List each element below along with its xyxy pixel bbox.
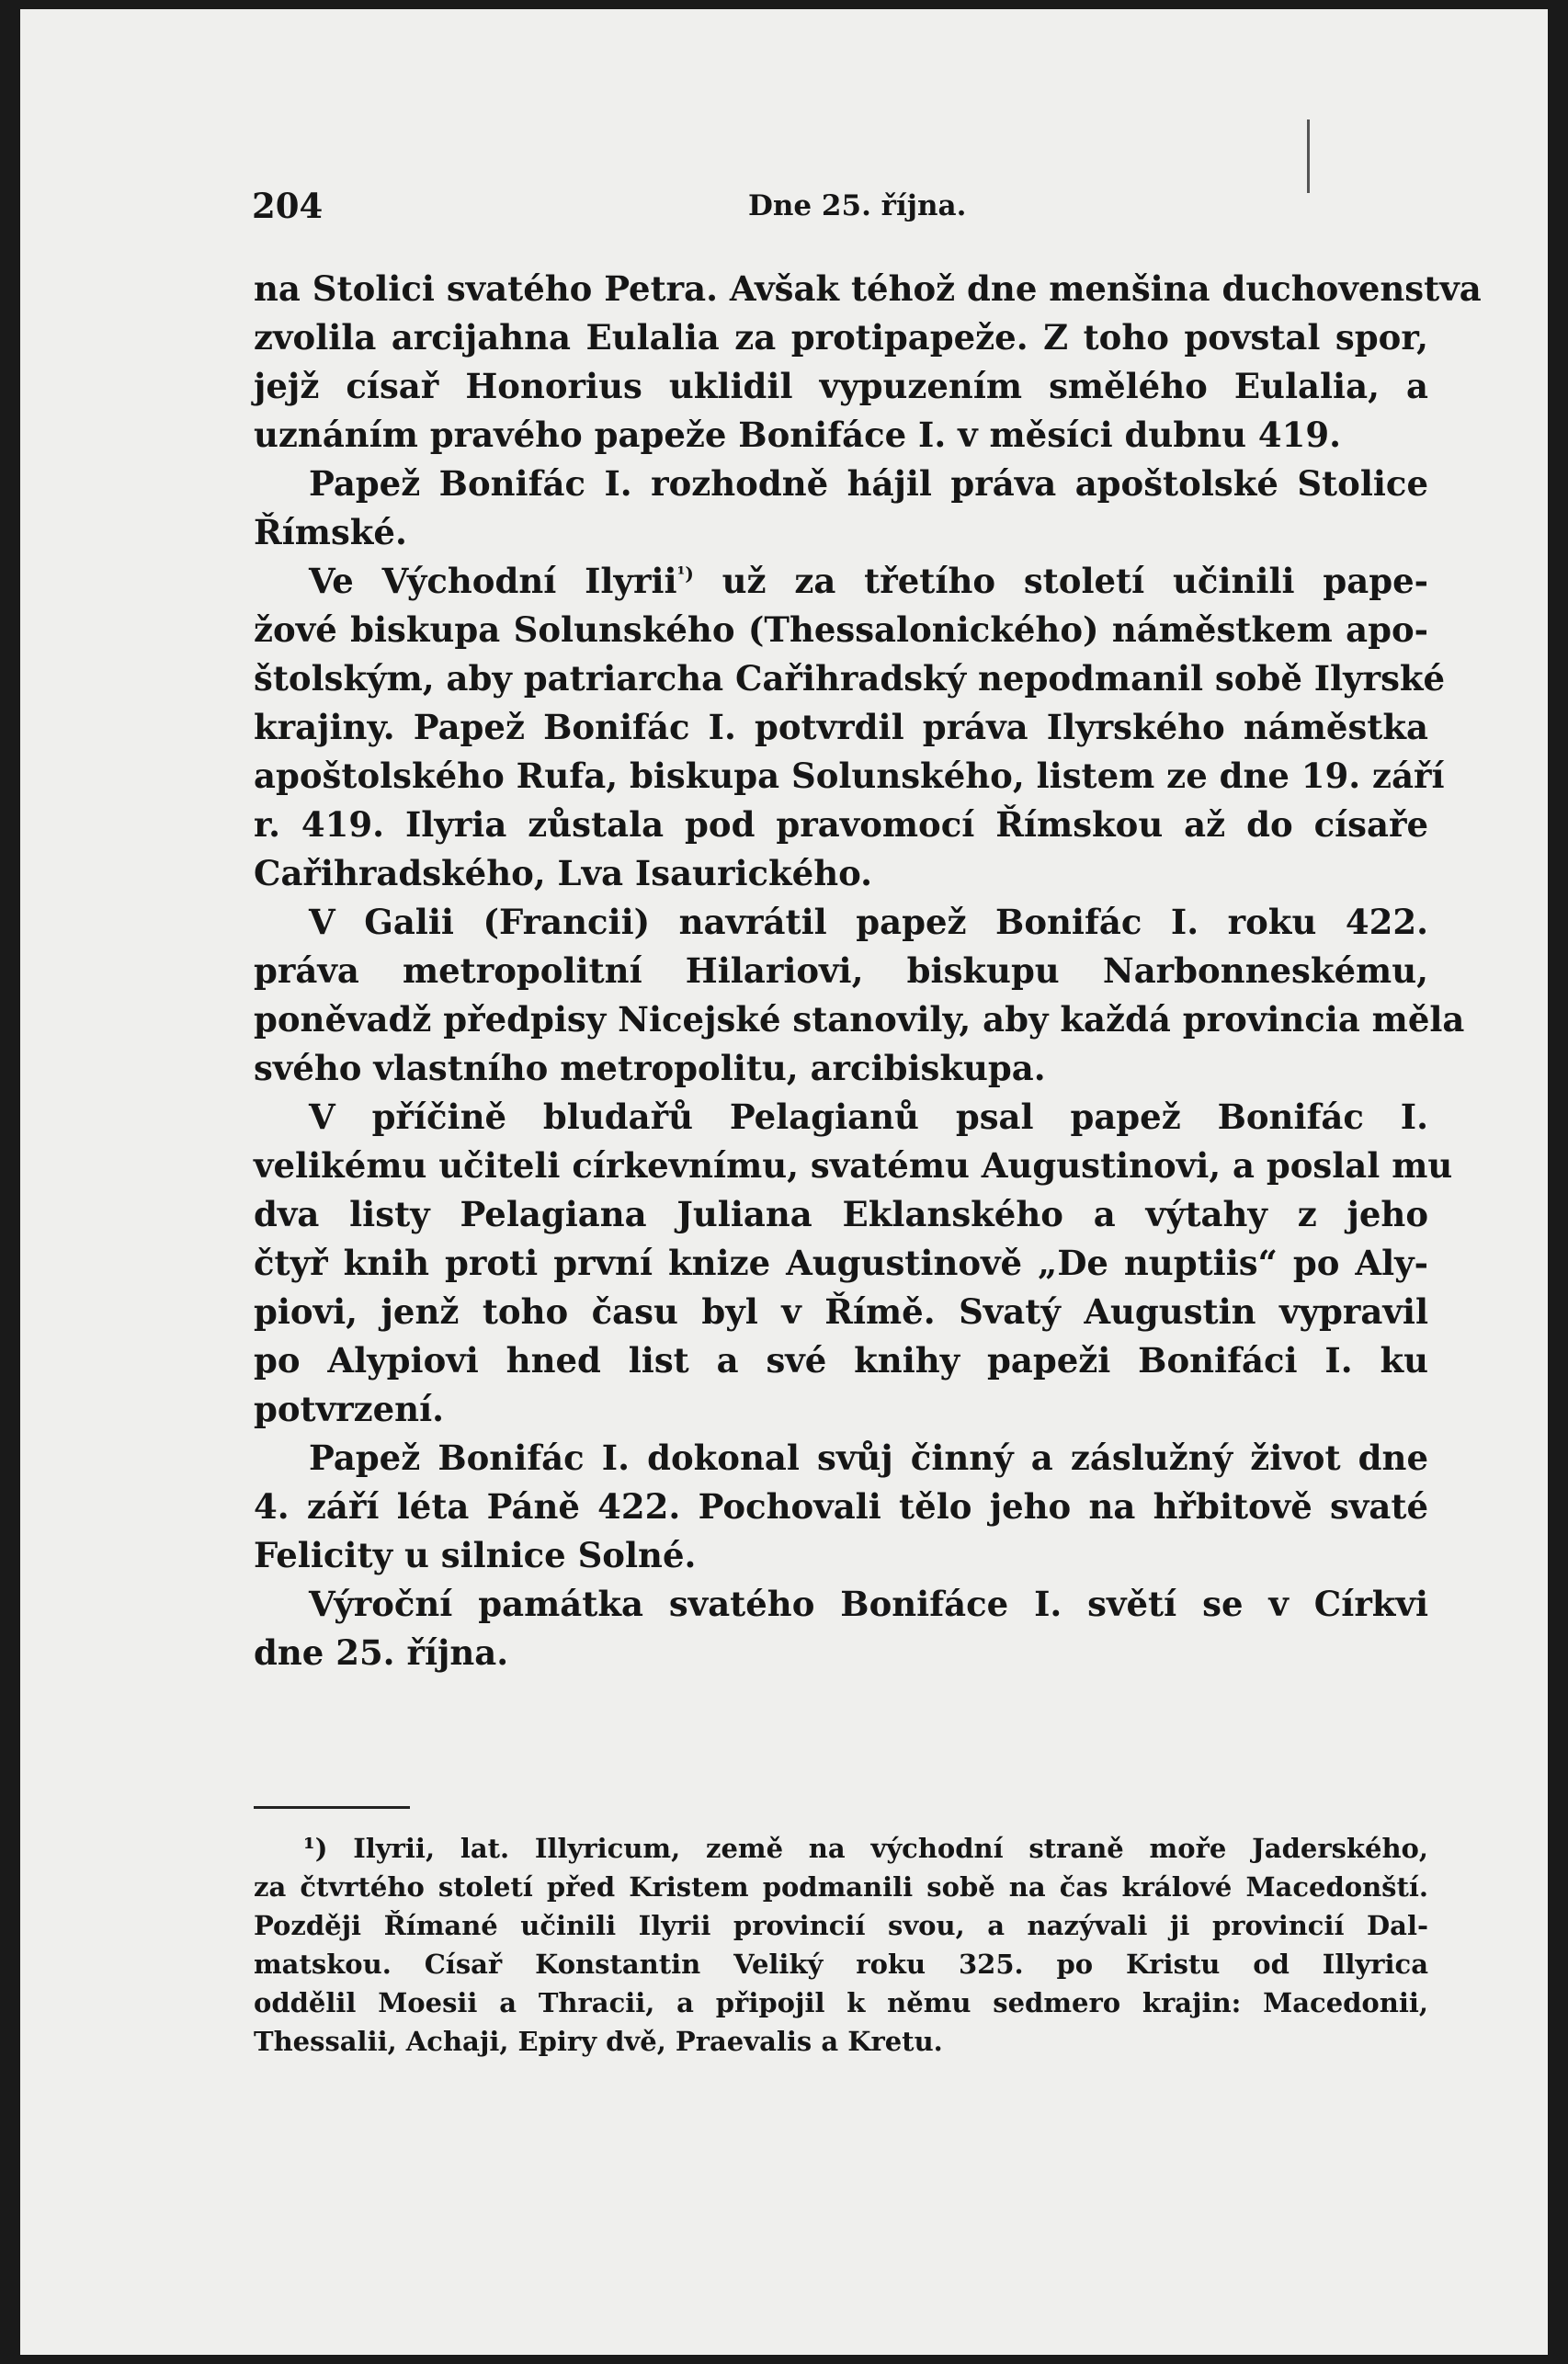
- scan-edge-mark: [1307, 119, 1310, 193]
- text-line: krajiny. Papež Bonifác I. potvrdil práva Ilyrského náměstka: [254, 707, 1428, 747]
- running-head: Dne 25. října.: [748, 189, 967, 222]
- footnote-line: za čtvrtého století před Kristem podmanili sobě na čas králové Macedonští.: [254, 1871, 1428, 1903]
- footnote-line: Později Římané učinili Ilyrii provincií svou, a nazývali ji provincií Dal-: [254, 1910, 1428, 1941]
- footnote-line: Thessalii, Achaji, Epiry dvě, Praevalis a Kretu.: [254, 2026, 943, 2057]
- text-fragment: už za třetího století učinili pape-: [722, 561, 1428, 601]
- text-line: Papež Bonifác I. dokonal svůj činný a záslužný život dne: [309, 1438, 1428, 1478]
- text-line: žové biskupa Solunského (Thessalonického) náměstkem apo-: [254, 609, 1428, 650]
- page-number: 204: [252, 186, 324, 226]
- footnote: [254, 1829, 1428, 2061]
- text-line: 4. září léta Páně 422. Pochovali tělo jeho na hřbitově svaté: [254, 1486, 1428, 1527]
- footnote-line: matskou. Císař Konstantin Veliký roku 325. po Kristu od Illyrica: [254, 1949, 1428, 1980]
- text-line: na Stolici svatého Petra. Avšak téhož dne menšina duchovenstva: [254, 268, 1482, 309]
- text-line: Papež Bonifác I. rozhodně hájil práva apoštolské Stolice: [309, 463, 1428, 504]
- text-line: dva listy Pelagiana Juliana Eklanského a výtahy z jeho: [254, 1194, 1428, 1234]
- text-line: čtyř knih proti první knize Augustinově „De nuptiis“ po Aly-: [254, 1243, 1428, 1283]
- text-line: po Alypiovi hned list a své knihy papeži Bonifáci I. ku: [254, 1340, 1428, 1381]
- footnote-separator: [254, 1806, 410, 1809]
- footnote-line: ¹) Ilyrii, lat. Illyricum, země na východní straně moře Jaderského,: [303, 1833, 1428, 1864]
- scanned-page: [20, 9, 1548, 2355]
- text-line: V příčině bludařů Pelagianů psal papež Bonifác I.: [309, 1097, 1428, 1137]
- text-line: jejž císař Honorius uklidil vypuzením smělého Eulalia, a: [254, 366, 1428, 406]
- text-line: apoštolského Rufa, biskupa Solunského, listem ze dne 19. září: [254, 756, 1445, 796]
- page-header: [252, 186, 1426, 230]
- text-line: r. 419. Ilyria zůstala pod pravomocí Římskou až do císaře: [254, 804, 1428, 845]
- text-line: velikému učiteli církevnímu, svatému Augustinovi, a poslal mu: [254, 1145, 1453, 1186]
- text-line: práva metropolitní Hilariovi, biskupu Narbonneskému,: [254, 950, 1428, 991]
- text-line: dne 25. října.: [254, 1632, 509, 1673]
- text-line: Felicity u silnice Solné.: [254, 1535, 697, 1575]
- body-text: [254, 265, 1482, 1677]
- text-line: poněvadž předpisy Nicejské stanovily, aby každá provincia měla: [254, 999, 1465, 1040]
- text-line: uznáním pravého papeže Bonifáce I. v měsíci dubnu 419.: [254, 415, 1341, 455]
- text-line: svého vlastního metropolitu, arcibiskupa.: [254, 1048, 1046, 1088]
- text-line: zvolila arcijahna Eulalia za protipapeže. Z toho povstal spor,: [254, 317, 1428, 358]
- text-line: štolským, aby patriarcha Cařihradský nepodmanil sobě Ilyrské: [254, 658, 1446, 699]
- text-line: Výroční památka svatého Bonifáce I. světí se v Církvi: [309, 1584, 1428, 1624]
- footnote-reference: ¹): [676, 563, 694, 585]
- text-line: potvrzení.: [254, 1389, 445, 1429]
- text-line: Římské.: [254, 512, 407, 552]
- text-line: V Galii (Francii) navrátil papež Bonifác I. roku 422.: [309, 902, 1428, 942]
- text-line: piovi, jenž toho času byl v Římě. Svatý Augustin vypravil: [254, 1291, 1428, 1332]
- footnote-line: oddělil Moesii a Thracii, a připojil k němu sedmero krajin: Macedonii,: [254, 1987, 1428, 2018]
- text-fragment: Ve Východní Ilyrii: [309, 561, 677, 601]
- text-line: Cařihradského, Lva Isaurického.: [254, 853, 873, 893]
- text-line-with-footnote-ref: [254, 557, 1428, 606]
